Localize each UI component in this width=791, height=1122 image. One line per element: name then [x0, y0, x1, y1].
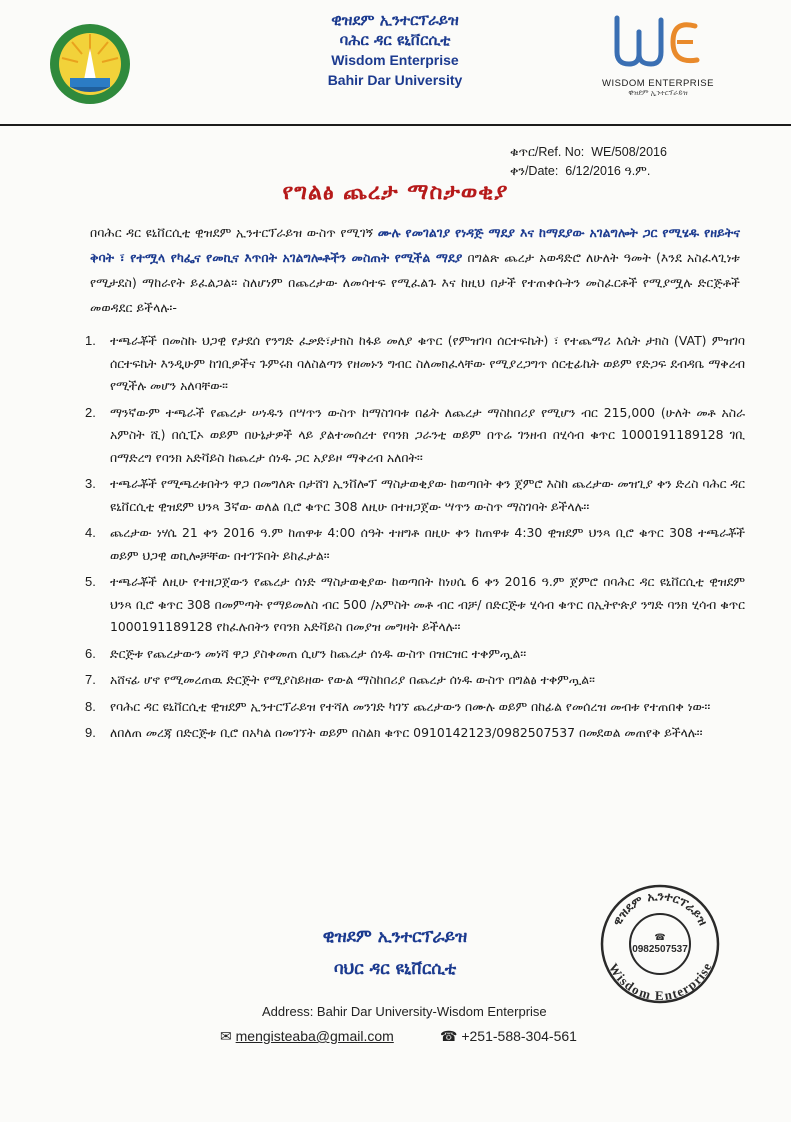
- reference-block: [510, 143, 742, 181]
- signature-university: ባህር ዳር ዩኒቨርሲቲ: [333, 959, 457, 979]
- item-text: ለበለጠ መረጃ በድርጅቱ ቢሮ በአካል በመገኘት ወይም በስልክ ቁጥር 0910142123/0982507537 በመደወል መጠየቅ ይችላሉ፡፡: [110, 725, 703, 740]
- stamp-bottom-text: Wisdom Enterprise: [605, 960, 715, 1004]
- list-item: [85, 402, 745, 470]
- item-text: ጨረታው ነሃሴ 21 ቀን 2016 ዓ.ም ከጠዋቱ 4:00 ሰዓት ተዘግቶ በዚሁ ቀን ከጠዋቱ 4:30 ዊዝደም ህንጻ ቢሮ ቁጥር 308 ተጫራቾች ወይም ህጋዊ ወኪሎቻቸው በተገኙበት ይከፈታል፡፡: [110, 525, 745, 563]
- footer-phone: [440, 1028, 577, 1045]
- date-line: [510, 162, 742, 181]
- org-name-english: Wisdom Enterprise: [331, 52, 459, 68]
- item-text: ድርጅቱ የጨረታውን መነሻ ዋጋ ያስቀመጠ ሲሆን ከጨረታ ሰነዱ ውስጥ በዝርዝር ተቀምጧል፡፡: [110, 645, 527, 661]
- footer-email[interactable]: [220, 1028, 394, 1045]
- date-label: ቀን/Date:: [510, 164, 559, 178]
- ref-number-line: [510, 143, 742, 162]
- item-text: ተጫራቾች ለዚሁ የተዘጋጀውን የጨረታ ሰነድ ማስታወቂያው ከወጣበት ከነሀሴ 6 ቀን 2016 ዓ.ም ጀምሮ በባሕር ዳር ዩኒቨርሲቲ ዊዝደም ህንጻ ቢሮ ቁጥር 308 በመምጣት የማይመለስ ብር 500 /አምስት መቶ ብር ብቻ/ በድርጅቱ ሂሳብ ቁጥር በኢትዮጵያ ንግድ ባንክ ሂሳብ ቁጥር 1000191189128 የከፈሉበትን የባንክ አድቫይስ በመያዝ መግዛት ይችላሉ፡፡: [110, 574, 745, 634]
- list-item: [85, 522, 745, 567]
- requirements-list: [85, 330, 745, 749]
- email-link[interactable]: mengisteaba@gmail.com: [235, 1028, 394, 1044]
- ref-label: ቁጥር/Ref. No:: [510, 145, 585, 159]
- organization-header: [230, 10, 560, 90]
- item-number: 9.: [85, 725, 96, 740]
- svg-text:☎: ☎: [654, 933, 666, 943]
- wisdom-enterprise-logo: [588, 12, 728, 102]
- list-item: [85, 473, 745, 518]
- envelope-icon: ✉: [220, 1028, 232, 1044]
- logo-caption-amharic: ዊዝደም ኢንተርፕራይዝ: [628, 89, 688, 97]
- logo-caption: WISDOM ENTERPRISE: [602, 78, 714, 89]
- intro-text-2: በግልጽ ጨረታ አወዳድሮ ለሁለት ዓመት (እንደ አስፈላጊነቱ የሚታደስ) ማከራየት ይፈልጋል፡፡ ስለሆነም በጨረታው ለመሳተፍ የሚፈልጉ እና ከዚህ በታች የተጠቀሱትን መስፈርቶች የሚያሟሉ ድርጅቶች መወዳደር ይችላሉ፡-: [90, 250, 740, 315]
- signature-block: [260, 921, 530, 985]
- item-number: 2.: [85, 404, 96, 420]
- phone-number: +251-588-304-561: [461, 1028, 577, 1044]
- signature-org: ዊዝደም ኢንተርፕራይዝ: [322, 927, 468, 947]
- list-item: [85, 722, 745, 745]
- list-item: [85, 696, 745, 719]
- stamp-phone: 0982507537: [632, 944, 688, 955]
- item-number: 7.: [85, 672, 96, 687]
- phone-icon: ☎: [440, 1028, 458, 1044]
- university-name-amharic: ባሕር ዳር ዩኒቨርሲቲ: [339, 31, 451, 49]
- list-item: [85, 669, 745, 692]
- footer-address: Address: Bahir Dar University-Wisdom Enterprise: [262, 1004, 547, 1019]
- item-number: 5.: [85, 574, 96, 589]
- we-logo-icon: [603, 12, 713, 74]
- university-name-english: Bahir Dar University: [327, 72, 463, 88]
- intro-highlight: ሙሉ የመገልገያ የነዳጅ ማደያ እና ከማደያው አገልግሎት ጋር የሚሄዱ የዘይትና ቅባት ፣ የተሟላ የካፌና የመኪና እጥበት አገልግሎቶችን መስጠት የሚችል ማደያ: [90, 225, 740, 265]
- list-item: [85, 643, 745, 666]
- item-text: ማንኛውም ተጫራች የጨረታ ሠነዱን በሣጥን ውስጥ ከማስገባቱ በፊት ለጨረታ ማስከበሪያ የሚሆን ብር 215,000 (ሁለት መቶ አስራ አምስት ሺ) በሲፒኦ ወይም በሁኔታዎች ላይ ያልተመሰረተ የባንክ ጋራንቲ ወይም በጥሬ ገንዘብ በሂሳብ ቁጥር 1000191189128 ገቢ በማድረግ የባንክ አድቫይስ ከጨረታ ሰነዱ ጋር አያይዞ ማቅረብ አለበት፡፡: [110, 404, 745, 465]
- university-logo: [48, 22, 132, 106]
- item-text: ተጫራቾች በመስኩ ህጋዊ የታደሰ የንግድ ፈቃድ፣ታክስ ከፋይ መለያ ቁጥር (የምዝገባ ሰርተፍኬት) ፣ የተጨማሪ እሴት ታክስ (VAT) ምዝገባ ሰርተፍኬት እንዲሁም ከገቢዎችና ጉምሩክ ባለስልጣን የዘመኑን ግብር ስለመክፈላቸው የሚያረጋግጥ ሰርቲፊኬት ወይም የድጋፍ ደብዳቤ ማቅረብ የሚችሉ መሆን አለባቸው፡፡: [110, 333, 745, 393]
- item-text: አሸናፊ ሆኖ የሚመረጠዉ ድርጅት የሚያስይዘው የውል ማስከበሪያ በጨረታ ሰነዱ ውስጥ በግልፅ ተቀምጧል፡፡: [110, 672, 595, 687]
- official-stamp: [598, 882, 722, 1006]
- item-text: የባሕር ዳር ዩኒቨርሲቲ ዊዝደም ኢንተርፕራይዝ የተሻለ መንገድ ካገኘ ጨረታውን በሙሉ ወይም በከፊል የመሰረዝ መብቱ የተጠበቀ ነው፡፡: [110, 698, 711, 714]
- svg-text:ዊዝደም ኢንተርፕራይዝ: [610, 889, 711, 928]
- item-number: 4.: [85, 525, 96, 540]
- stamp-top-text: ዊዝደም ኢንተርፕራይዝ: [609, 888, 711, 928]
- item-number: 3.: [85, 476, 96, 491]
- intro-paragraph: [90, 220, 740, 320]
- item-number: 1.: [85, 333, 96, 348]
- item-number: 8.: [85, 698, 96, 714]
- item-text: ተጫራቾች የሚጫረቱበትን ዋጋ በመግለጽ በታሸገ ኢንቨሎፕ ማስታወቂያው ከወጣበት ቀን ጀምሮ እስከ ጨረታው መዝጊያ ቀን ድረስ ባሕር ዳር ዩኒቨርሲቲ ዊዝደም ህንጻ 3ኛው ወለል ቢሮ ቁጥር 308 ለዚሁ በተዘጋጀው ሣጥን ውስጥ ማስገባት ይችላሉ፡፡: [110, 476, 745, 514]
- notice-title: የግልፅ ጨረታ ማስታወቂያ: [282, 180, 509, 205]
- ref-value: WE/508/2016: [591, 145, 667, 159]
- list-item: [85, 571, 745, 639]
- item-number: 6.: [85, 645, 96, 661]
- list-item: [85, 330, 745, 398]
- intro-text-1: በባሕር ዳር ዩኒቨርሲቲ ዊዝደም ኢንተርፕራይዝ ውስጥ የሚገኝ: [90, 225, 378, 240]
- svg-text:Wisdom Enterprise: [606, 960, 715, 1003]
- header-divider: [0, 124, 791, 126]
- org-name-amharic: ዊዝደም ኢንተርፕራይዝ: [331, 11, 459, 29]
- date-value: 6/12/2016 ዓ.ም.: [565, 164, 651, 178]
